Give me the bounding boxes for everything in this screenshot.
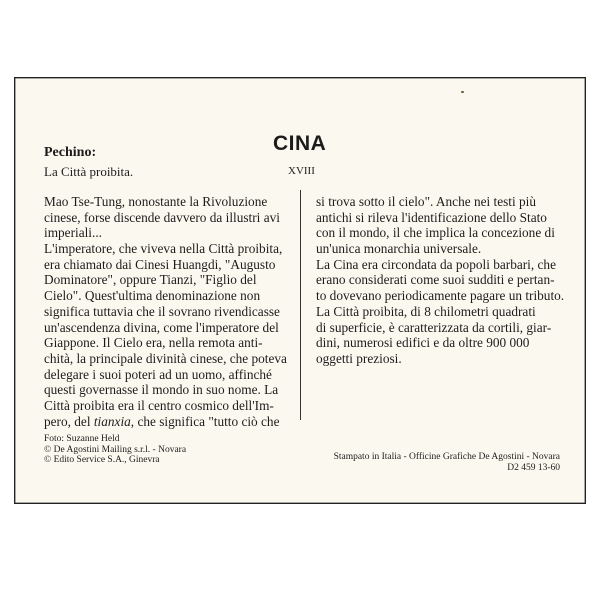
subject-caption: La Città proibita. — [44, 164, 134, 179]
body-line: erano considerati come suoi sudditi e pertan- — [316, 272, 555, 288]
series-number: XVIII — [288, 165, 315, 177]
body-line: to dovevano periodicamente pagare un tributo. — [316, 288, 565, 304]
body-column-left — [44, 194, 297, 429]
body-line: cinese, forse discende davvero da illustri avi — [44, 209, 280, 225]
credit-line: © Edito Service S.A., Ginevra — [44, 455, 160, 465]
printer-info — [334, 452, 560, 473]
body-line: Mao Tse-Tung, nonostante la Rivoluzione — [44, 194, 268, 209]
credit-line: Foto: Suzanne Held — [44, 434, 120, 444]
body-line: antichi si rileva l'identificazione dello Stato — [316, 209, 547, 225]
body-line: L'imperatore, che viveva nella Città proibita, — [44, 241, 283, 257]
body-line: Città proibita era il centro cosmico dell'Im- — [44, 397, 274, 413]
body-line: pero, del tianxia, che significa "tutto ciò che — [44, 413, 280, 429]
page-title: CINA — [273, 132, 327, 155]
column-divider — [300, 190, 301, 420]
body-line: imperiali... — [44, 225, 102, 241]
body-line: dini, numerosi edifici e da oltre 900 000 — [316, 335, 530, 351]
body-line: un'ascendenza divina, come l'imperatore del — [44, 319, 279, 335]
credit-line: © De Agostini Mailing s.r.l. - Novara — [44, 444, 187, 455]
body-line: di superficie, è caratterizzata da cortili, giar- — [316, 319, 552, 335]
printer-line: Stampato in Italia - Officine Grafiche De Agostini - Novara — [333, 452, 560, 462]
body-line: delegare i suoi poteri ad un uomo, affinché — [44, 366, 272, 382]
body-line: La Città proibita, di 8 chilometri quadrati — [316, 303, 536, 319]
product-code: D2 459 13-60 — [507, 462, 560, 473]
body-line: significa tuttavia che il sovrano rivendicasse — [44, 303, 280, 319]
body-line: Dominatore", oppure Tianzi, "Figlio del — [44, 272, 257, 288]
body-line: La Cina era circondata da popoli barbari, che — [316, 256, 556, 272]
body-line: un'unica monarchia universale. — [316, 241, 482, 257]
photo-credits — [44, 434, 186, 466]
body-line: chità, la principale divinità cinese, che poteva — [44, 350, 287, 366]
body-line: era chiamato dai Cinesi Huangdi, "Augusto — [44, 256, 276, 272]
body-line: Giappone. Il Cielo era, nella remota anti- — [44, 335, 263, 351]
body-line: Cielo". Quest'ultima denominazione non — [44, 288, 261, 304]
paper-speck — [461, 91, 464, 93]
body-column-right — [316, 194, 569, 367]
body-line: si trova sotto il cielo". Anche nei testi più — [316, 194, 536, 209]
body-line: questi governasse il mondo in suo nome. La — [44, 382, 279, 398]
body-line: con il mondo, il che implica la concezione di — [316, 225, 555, 241]
body-line: oggetti preziosi. — [316, 350, 402, 366]
location-heading: Pechino: — [44, 145, 97, 160]
